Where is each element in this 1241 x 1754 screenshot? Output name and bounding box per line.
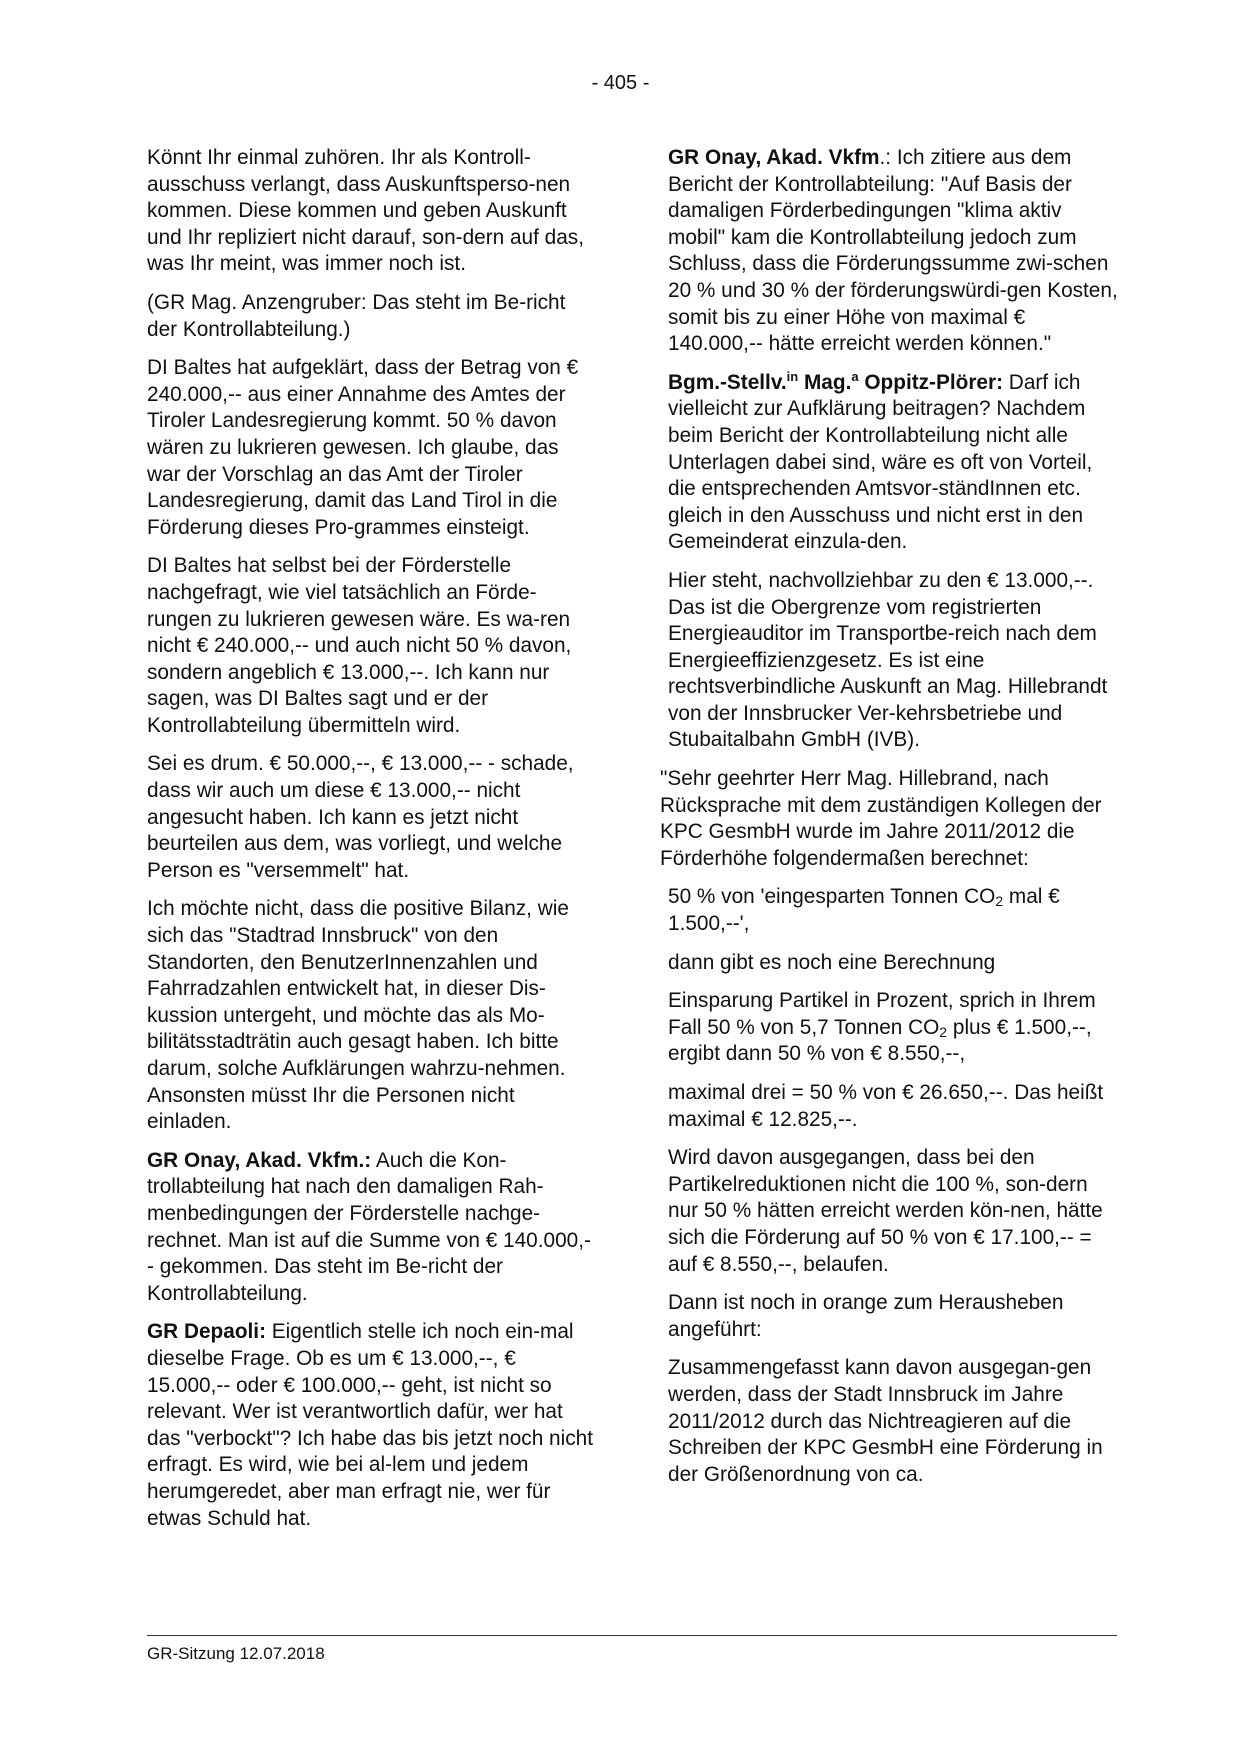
speaker-name: Bgm.-Stellv.$^{in}$ Mag.$^a$ Oppitz-Plörer: — [668, 368, 1004, 394]
page-number: - 405 - — [591, 72, 650, 94]
paragraph: Hier steht, nachvollziehbar zu den € 13.000,--. Das ist die Obergrenze vom registrierten Energieauditor im Transportbe-reich nach dem Energieeffizienzgesetz. Es ist eine rechtsverbindliche Auskunft an Mag. Hillebrandt von der Innsbrucker Ver-kehrsbetriebe und Stubaitalbahn GmbH (IVB). — [668, 568, 1108, 752]
paragraph: dann gibt es noch eine Berechnung — [668, 950, 996, 974]
paragraph: Ich möchte nicht, dass die positive Bilanz, wie sich das "Stadtrad Innsbruck" von den Standorten, den BenutzerInnenzahlen und Fahrradzahlen entwickelt hat, in dieser Dis-kussion untergeht, und möchte das als Mo-bilitätsstadträtin auch gesagt haben. Ich bitte darum, solche Aufklärungen wahrzu-nehmen. Ansonsten müsst Ihr die Personen nicht einladen. — [147, 897, 569, 1134]
right-column — [660, 145, 1118, 1500]
letter-quote: "Sehr geehrter Herr Mag. Hillebrand, nach Rücksprache mit dem zuständigen Kollegen der KPC GesmbH wurde im Jahre 2011/2012 die Förderhöhe folgendermaßen berechnet: — [660, 767, 1102, 870]
speech-depaoli: GR Depaoli: Eigentlich stelle ich noch ein-mal dieselbe Frage. Ob es um € 13.000,--, € 15.000,-- oder € 100.000,-- geht, ist nicht so relevant. Wer ist verantwortlich dafür, wer hat das "verbockt"? Ich habe das bis jetzt noch nicht erfragt. Es wird, wie bei al-lem und jedem herumgeredet, aber man erfragt nie, wer für etwas Schuld hat. — [147, 1320, 593, 1530]
footer-session-date: GR-Sitzung 12.07.2018 — [147, 1644, 325, 1663]
formula-line: Einsparung Partikel in Prozent, sprich in Ihrem Fall 50 % von 5,7 Tonnen $CO_2$ plus € 1.500,--, ergibt dann 50 % von € 8.550,--, — [668, 989, 1096, 1066]
speaker-name: GR Depaoli: — [147, 1320, 267, 1344]
footer-divider — [147, 1635, 1117, 1636]
paragraph: Sei es drum. € 50.000,--, € 13.000,-- - schade, dass wir auch um diese € 13.000,-- nicht angesucht haben. Ich kann es jetzt nicht beurteilen aus dem, was vorliegt, und welche Person es "versemmelt" hat. — [147, 752, 574, 882]
formula-line: 50 % von 'eingesparten Tonnen $CO_2$ mal € 1.500,--', — [668, 885, 1060, 936]
interjection: (GR Mag. Anzengruber: Das steht im Be-richt der Kontrollabteilung.) — [147, 290, 566, 341]
speech-onay: GR Onay, Akad. Vkfm.: Auch die Kon-trollabteilung hat nach den damaligen Rah-menbedingungen der Förderstelle nachge-rechnet. Man ist auf die Summe von € 140.000,-- gekommen. Das steht im Be-richt der Kontrollabteilung. — [147, 1148, 591, 1305]
paragraph: Dann ist noch in orange zum Herausheben angeführt: — [668, 1291, 1064, 1341]
paragraph: maximal drei = 50 % von € 26.650,--. Das heißt maximal € 12.825,--. — [668, 1081, 1104, 1131]
paragraph: Zusammengefasst kann davon ausgegan-gen werden, dass der Stadt Innsbruck im Jahre 2011/2012 durch das Nichtreagieren auf die Schreiben der KPC GesmbH eine Förderung in der Größenordnung von ca. — [668, 1356, 1103, 1486]
paragraph: DI Baltes hat selbst bei der Förderstelle nachgefragt, wie viel tatsächlich an Förde-rungen zu lukrieren gewesen wäre. Es wa-ren nicht € 240.000,-- und auch nicht 50 % davon, sondern angeblich € 13.000,--. Ich kann nur sagen, was DI Baltes sagt und er der Kontrollabteilung übermitteln wird. — [147, 554, 572, 737]
speech-oppitz-ploerer: Bgm.-Stellv.$^{in}$ Mag.$^a$ Oppitz-Plörer: Darf ich vielleicht zur Aufklärung beitragen? Nachdem beim Bericht der Kontrollabteilung nicht alle Unterlagen dabei sind, wäre es oft von Vorteil, die entsprechenden Amtsvor-ständInnen etc. gleich in den Ausschuss und nicht erst in den Gemeinderat einzula-den. — [668, 368, 1093, 554]
paragraph: Könnt Ihr einmal zuhören. Ihr als Kontroll-ausschuss verlangt, dass Auskunftsperso-nen kommen. Diese kommen und geben Auskunft und Ihr repliziert nicht darauf, son-dern auf das, was Ihr meint, was immer noch ist. — [147, 146, 584, 276]
paragraph: DI Baltes hat aufgeklärt, dass der Betrag von € 240.000,-- aus einer Annahme des Amtes der Tiroler Landesregierung kommt. 50 % davon wären zu lukrieren gewesen. Ich glaube, das war der Vorschlag an das Amt der Tiroler Landesregierung, damit das Land Tirol in die Förderung dieses Pro-grammes einsteigt. — [147, 356, 579, 539]
speech-onay-quote: GR Onay, Akad. Vkfm.: Ich zitiere aus dem Bericht der Kontrollabteilung: "Auf Basis der damaligen Förderbedingungen "klima aktiv mobil" kam die Kontrollabteilung jedoch zum Schluss, dass die Förderungssumme zwi-schen 20 % und 30 % der förderungswürdi-gen Kosten, somit bis zu einer Höhe von maximal € 140.000,-- hätte erreicht werden können." — [668, 146, 1118, 356]
speaker-name: GR Onay, Akad. Vkfm — [668, 146, 880, 169]
left-column — [147, 145, 593, 1544]
paragraph: Wird davon ausgegangen, dass bei den Partikelreduktionen nicht die 100 %, son-dern nur 50 % hätten erreicht werden kön-nen, hätte sich die Förderung auf 50 % von € 17.100,-- = auf € 8.550,--, belaufen. — [668, 1146, 1103, 1276]
speaker-name: GR Onay, Akad. Vkfm.: — [147, 1148, 372, 1172]
